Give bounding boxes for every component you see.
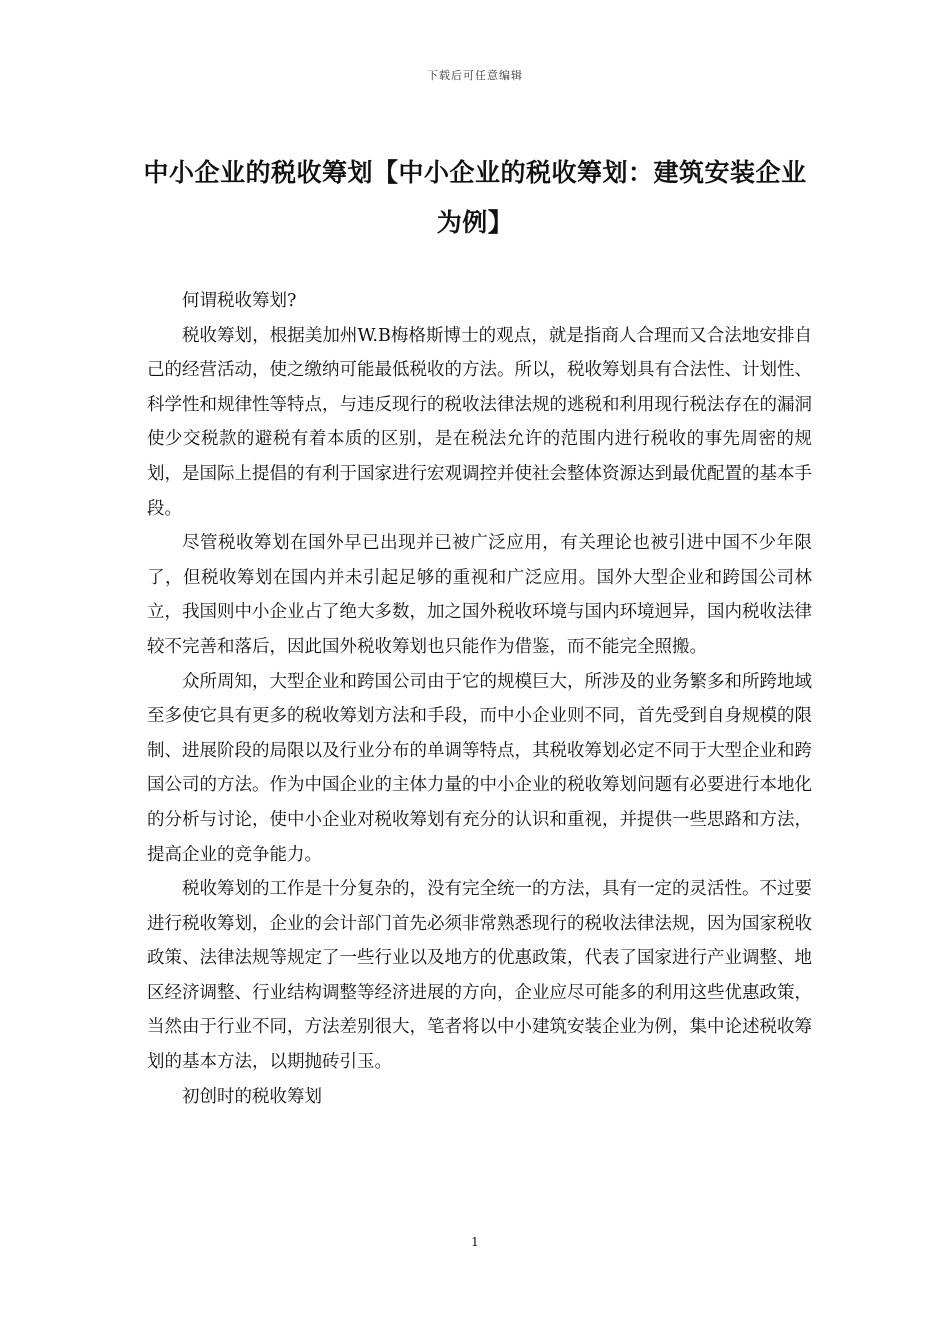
paragraph-question: 何谓税收筹划? (182, 291, 297, 311)
header-note: 下载后可任意编辑 (427, 69, 523, 82)
paragraph-sme-difference: 众所周知，大型企业和跨国公司由于它的规模巨大，所涉及的业务繁多和所跨地域至多使它具有更多的税收筹划方法和手段，而中小企业则不同，首先受到自身规模的限制、进展阶段的局限以及行业分布的单调等特点，其税收筹划必定不同于大型企业和跨国公司的方法。作为中国企业的主体力量的中小企业的税收筹划问题有必要进行本地化的分析与讨论，使中小企业对税收筹划有充分的认识和重视，并提供一些思路和方法，提高企业的竞争能力。 (147, 671, 812, 865)
paragraph-method: 税收筹划的工作是十分复杂的，没有完全统一的方法，具有一定的灵活性。不过要进行税收筹划，企业的会计部门首先必须非常熟悉现行的税收法律法规，因为国家税收政策、法律法规等规定了一些行业以及地方的优惠政策，代表了国家进行产业调整、地区经济调整、行业结构调整等经济进展的方向，企业应尽可能多的利用这些优惠政策，当然由于行业不同，方法差别很大，笔者将以中小建筑安装企业为例，集中论述税收筹划的基本方法，以期抛砖引玉。 (147, 879, 812, 1073)
document-title: 中小企业的税收筹划【中小企业的税收筹划：建筑安装企业为例】 (143, 158, 807, 237)
document-body (147, 284, 812, 1114)
page-number: 1 (471, 1235, 479, 1249)
paragraph-section-heading: 初创时的税收筹划 (182, 1086, 322, 1107)
paragraph-definition: 税收筹划，根据美加州W.B梅格斯博士的观点，就是指商人合理而又合法地安排自己的经营活动，使之缴纳可能最低税收的方法。所以，税收筹划具有合法性、计划性、科学性和规律性等特点，与违反现行的税收法律法规的逃税和利用现行税法存在的漏洞使少交税款的避税有着本质的区别，是在税法允许的范围内进行税收的事先周密的规划，是国际上提倡的有利于国家进行宏观调控并使社会整体资源达到最优配置的基本手段。 (147, 325, 812, 519)
paragraph-overseas: 尽管税收筹划在国外早已出现并已被广泛应用，有关理论也被引进中国不少年限了，但税收筹划在国内并未引起足够的重视和广泛应用。国外大型企业和跨国公司林立，我国则中小企业占了绝大多数，加之国外税收环境与国内环境迥异，国内税收法律较不完善和落后，因此国外税收筹划也只能作为借鉴，而不能完全照搬。 (147, 533, 812, 657)
